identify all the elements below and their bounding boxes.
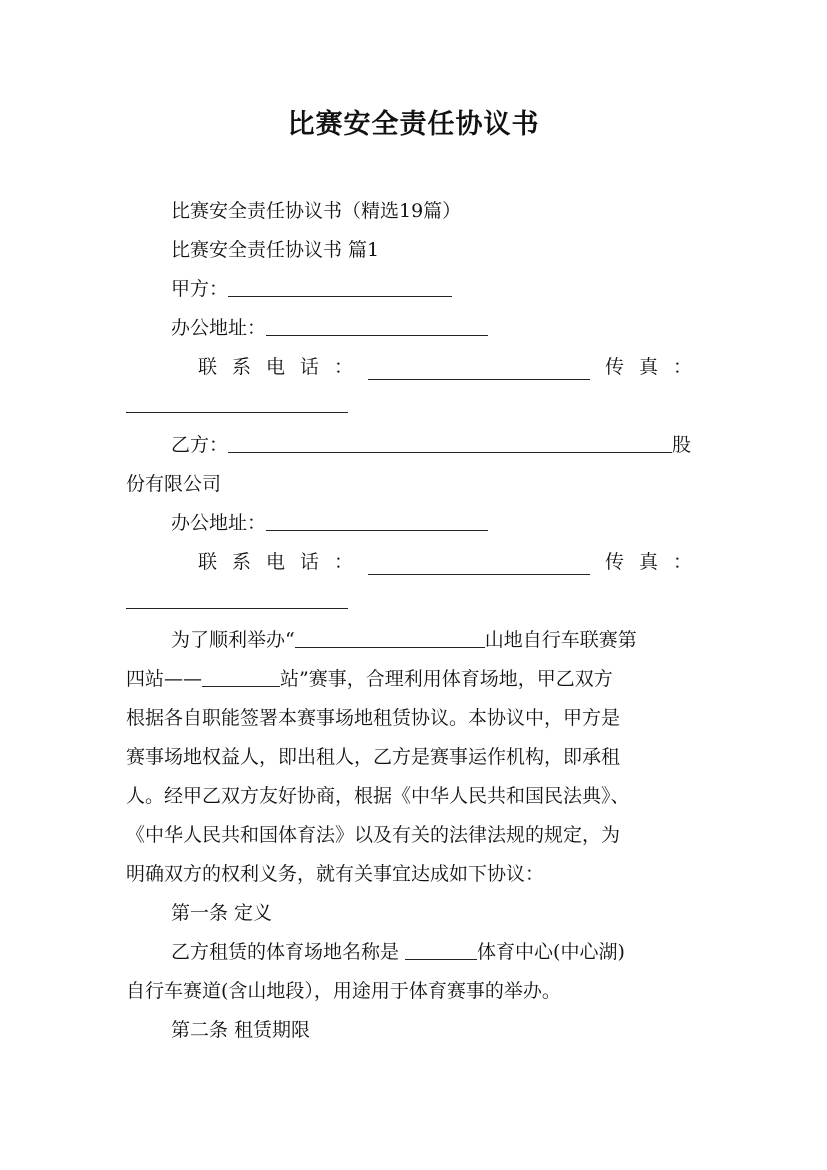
tel-char-2: 系 xyxy=(232,356,252,378)
fax-char-3: ： xyxy=(672,551,692,573)
tel-fax-line-2 xyxy=(198,549,692,575)
paragraph-text: 山地自行车联赛第 xyxy=(484,629,637,651)
article-2-heading xyxy=(171,1017,704,1043)
tel-char-4: 话 xyxy=(300,356,320,378)
section-heading xyxy=(171,237,704,263)
fax-char-3: ： xyxy=(672,356,692,378)
fax-blank-line-2 xyxy=(126,588,704,614)
article-1-line xyxy=(126,978,704,1004)
office-address-line xyxy=(171,315,704,341)
subtitle-line xyxy=(171,198,704,224)
tel-char-2: 系 xyxy=(232,551,252,573)
venue-name-blank[interactable] xyxy=(405,941,477,960)
paragraph-line xyxy=(126,783,704,809)
tel-char-3: 电 xyxy=(266,356,286,378)
paragraph-text: 乙方租赁的体育场地名称是 xyxy=(171,941,406,963)
party-b-continuation xyxy=(126,471,704,497)
party-b-label: 乙方： xyxy=(171,434,229,456)
tel-char-1: 联 xyxy=(198,356,218,378)
party-b-line xyxy=(171,432,704,458)
paragraph-line xyxy=(126,705,704,731)
paragraph-text: 赛事场地权益人，即出租人，乙方是赛事运作机构，即承租 xyxy=(126,746,621,768)
paragraph-text: 为了顺利举办“ xyxy=(171,629,295,651)
tel-fax-line xyxy=(198,354,692,380)
fax-char-1: 传 xyxy=(604,551,624,573)
party-b-continuation-text: 份有限公司 xyxy=(126,473,222,495)
office-address-blank-2[interactable] xyxy=(266,512,488,531)
event-name-blank[interactable] xyxy=(295,629,485,648)
fax-char-2: 真 xyxy=(638,551,658,573)
tel-blank[interactable] xyxy=(368,361,590,380)
fax-blank[interactable] xyxy=(126,394,348,413)
fax-blank-line xyxy=(126,392,704,418)
office-address-blank[interactable] xyxy=(266,317,488,336)
tel-char-1: 联 xyxy=(198,551,218,573)
fax-char-1: 传 xyxy=(604,356,624,378)
paragraph-text: 人。经甲乙双方友好协商，根据《中华人民共和国民法典》、 xyxy=(126,785,630,807)
paragraph-line xyxy=(126,861,704,887)
party-b-suffix: 股 xyxy=(672,434,692,456)
document-title: 比赛安全责任协议书 xyxy=(287,109,540,140)
paragraph-line xyxy=(126,744,704,770)
tel-char-4: 话 xyxy=(300,551,320,573)
paragraph-line xyxy=(126,666,704,692)
party-a-line xyxy=(171,276,704,302)
office-address-label-2: 办公地址： xyxy=(171,512,267,534)
article-1-heading-text: 第一条 定义 xyxy=(171,902,273,924)
article-2-heading-text: 第二条 租赁期限 xyxy=(171,1019,311,1041)
article-1-line xyxy=(171,939,704,965)
fax-blank-2[interactable] xyxy=(126,590,348,609)
tel-blank-2[interactable] xyxy=(368,556,590,575)
office-address-label: 办公地址： xyxy=(171,317,267,339)
paragraph-text: 《中华人民共和国体育法》以及有关的法律法规的规定，为 xyxy=(126,824,621,846)
office-address-line-2 xyxy=(171,510,704,536)
paragraph-line xyxy=(126,822,704,848)
subtitle-text: 比赛安全责任协议书（精选19篇） xyxy=(171,200,462,222)
paragraph-text: 自行车赛道(含山地段），用途用于体育赛事的举办。 xyxy=(126,980,561,1002)
tel-char-3: 电 xyxy=(266,551,286,573)
section-heading-text: 比赛安全责任协议书 篇1 xyxy=(171,239,380,261)
paragraph-text: 站”赛事，合理利用体育场地，甲乙双方 xyxy=(280,668,613,690)
paragraph-text: 四站—— xyxy=(126,668,203,690)
article-1-heading xyxy=(171,900,704,926)
party-a-label: 甲方： xyxy=(171,278,229,300)
station-blank[interactable] xyxy=(202,668,280,687)
paragraph-line xyxy=(171,627,704,653)
party-a-blank[interactable] xyxy=(228,278,452,297)
party-b-blank[interactable] xyxy=(228,434,672,453)
paragraph-text: 明确双方的权利义务，就有关事宜达成如下协议： xyxy=(126,863,545,885)
tel-char-5: ： xyxy=(334,356,354,378)
paragraph-text: 体育中心(中心湖) xyxy=(477,941,625,963)
fax-char-2: 真 xyxy=(638,356,658,378)
paragraph-text: 根据各自职能签署本赛事场地租赁协议。本协议中，甲方是 xyxy=(126,707,621,729)
tel-char-5: ： xyxy=(334,551,354,573)
